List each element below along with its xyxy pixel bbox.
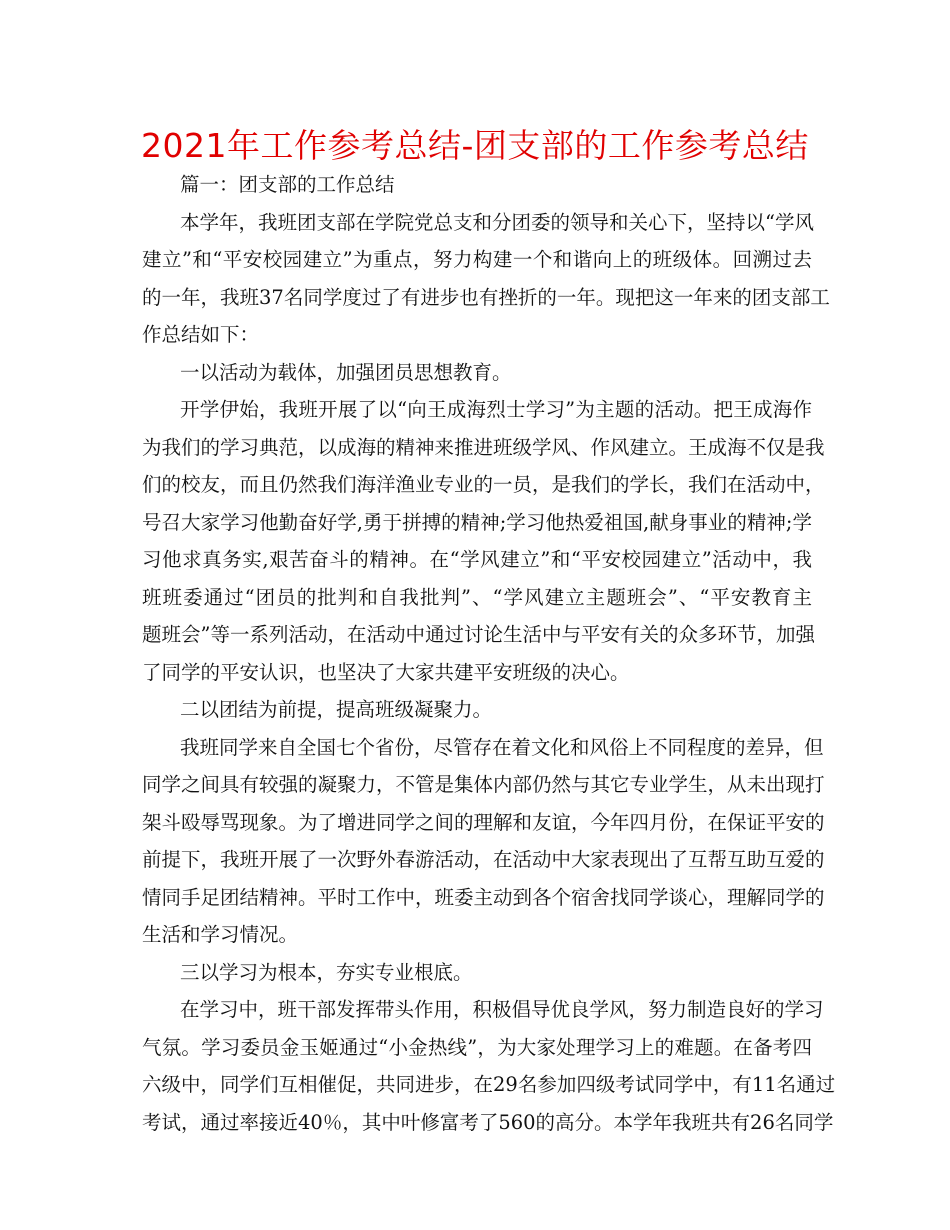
text-line: 生活和学习情况。 [142,923,299,946]
text-line: 同学之间具有较强的凝聚力，不管是集体内部仍然与其它专业学生，从未出现打 [142,773,825,796]
text-line: 情同手足团结精神。平时工作中，班委主动到各个宿舍找同学谈心，理解同学的 [142,885,825,909]
text-line: 的一年，我班37名同学度过了有进步也有挫折的一年。现把这一年来的团支部工 [142,285,830,309]
text-line: 为我们的学习典范，以成海的精神来推进班级学风、作风建立。王成海不仅是我 [142,435,825,459]
text-line: 建立”和“平安校园建立”为重点，努力构建一个和谐向上的班级体。回溯过去 [142,248,812,271]
document-body [142,166,836,1141]
text-line: 题班会”等一系列活动，在活动中通过讨论生活中与平安有关的众多环节，加强 [142,623,815,646]
text-line: 们的校友，而且仍然我们海洋渔业专业的一员，是我们的学长，我们在活动中， [142,473,825,496]
text-line: 一以活动为载体，加强团员思想教育。 [180,360,512,384]
text-line: 开学伊始，我班开展了以“向王成海烈士学习”为主题的活动。把王成海作 [180,398,812,421]
text-line: 本学年，我班团支部在学院党总支和分团委的领导和关心下，坚持以“学风 [180,210,814,234]
text-line: 考试，通过率接近40％，其中叶修富考了560的高分。本学年我班共有26名同学 [142,1110,834,1134]
text-line: 篇一：团支部的工作总结 [180,173,395,196]
text-line: 前提下，我班开展了一次野外春游活动，在活动中大家表现出了互帮互助互爱的 [142,848,825,871]
text-line: 号召大家学习他勤奋好学,勇于拼搏的精神;学习他热爱祖国,献身事业的精神;学 [142,510,812,534]
text-line: 在学习中，班干部发挥带头作用，积极倡导优良学风，努力制造良好的学习 [180,998,824,1021]
text-line: 架斗殴辱骂现象。为了增进同学之间的理解和友谊，今年四月份，在保证平安的 [142,810,825,834]
text-line: 我班同学来自全国七个省份，尽管存在着文化和风俗上不同程度的差异，但 [180,735,824,759]
text-line: 三以学习为根本，夯实专业根底。 [180,960,473,984]
document-title: 2021年工作参考总结-团支部的工作参考总结 [141,126,809,165]
text-line: 习他求真务实,艰苦奋斗的精神。在“学风建立”和“平安校园建立”活动中，我 [142,548,812,571]
text-line: 二以团结为前提，提高班级凝聚力。 [180,698,493,721]
text-line: 了同学的平安认识，也坚决了大家共建平安班级的决心。 [142,660,630,684]
text-line: 气氛。学习委员金玉姬通过“小金热线”，为大家处理学习上的难题。在备考四 [142,1035,812,1059]
text-line: 作总结如下： [142,323,260,346]
text-line: 班班委通过“团员的批判和自我批判”、“学风建立主题班会”、“平安教育主 [142,585,812,609]
text-line: 六级中，同学们互相催促，共同进步，在29名参加四级考试同学中，有11名通过 [142,1073,836,1096]
